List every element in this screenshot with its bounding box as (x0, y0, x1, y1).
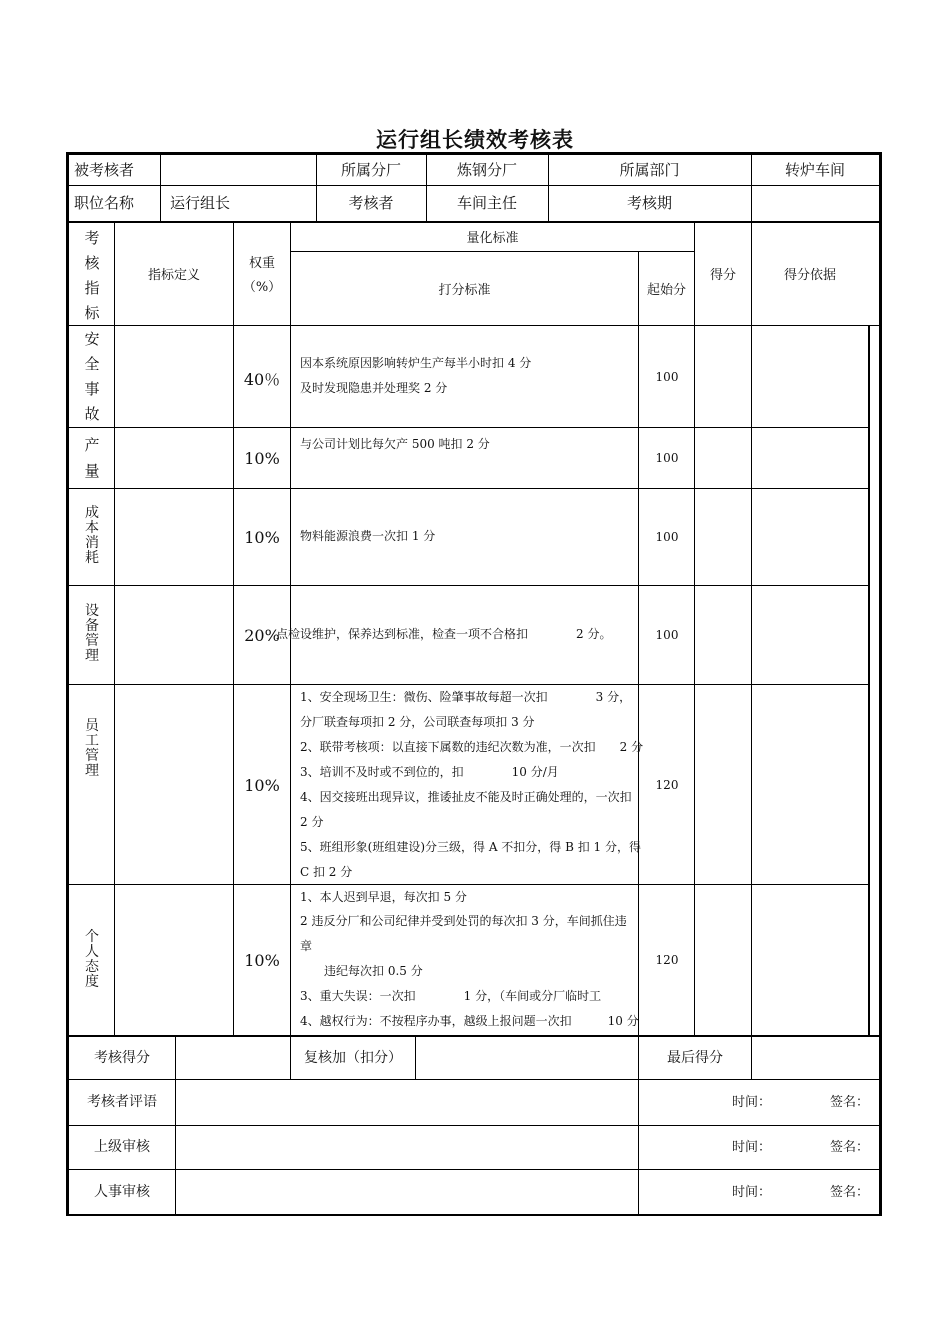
value-department[interactable]: 转炉车间 (784, 161, 845, 179)
label-position: 职位名称 (74, 194, 135, 212)
value-position[interactable]: 运行组长 (170, 194, 231, 212)
label-assessment-score: 考核得分 (94, 1050, 150, 1066)
weight-value: 10% (244, 951, 280, 970)
col-score: 得分 (709, 268, 736, 283)
col-definition: 指标定义 (147, 268, 200, 283)
weight-value: 10% (244, 776, 280, 795)
criteria-line: 3、重大失误：一次扣 1 分，（车间或分厂临时工 (300, 989, 602, 1003)
weight-value: 40％ (243, 370, 281, 389)
criteria-line: 4、因交接班出现异议，推诿扯皮不能及时正确处理的，一次扣 (300, 790, 632, 804)
signature-label: 签名： (830, 1185, 870, 1200)
criteria-line: 3、培训不及时或不到位的，扣 10 分/月 (300, 765, 559, 779)
signature-label: 签名： (830, 1095, 870, 1110)
time-label: 时间： (732, 1185, 772, 1200)
criteria-line: 1、安全现场卫生：微伤、险肇事故每超一次扣 3 分， (300, 690, 632, 704)
label-final-score: 最后得分 (667, 1050, 723, 1066)
criteria-line: 分厂联查每项扣 2 分，公司联查每项扣 3 分 (300, 715, 535, 729)
indicator-name: 成本消耗 (85, 505, 99, 566)
value-branch[interactable]: 炼钢分厂 (456, 161, 517, 179)
time-label: 时间： (732, 1140, 772, 1155)
criteria-line: 因本系统原因影响转炉生产每半小时扣 4 分 (300, 356, 532, 370)
indicator-name: 安全事故 (84, 330, 100, 423)
criteria-line: 1、本人迟到早退，每次扣 5 分 (300, 890, 467, 904)
col-criteria: 打分标准 (438, 283, 491, 298)
base-score: 100 (655, 628, 679, 642)
col-indicator: 考核指标 (84, 229, 100, 322)
criteria-line: 物料能源浪费一次扣 1 分 (300, 529, 436, 543)
signature-label: 签名： (830, 1140, 870, 1155)
criteria-line: 5、班组形象(班组建设)分三级，得 A 不扣分，得 B 扣 1 分，得 (300, 840, 642, 854)
col-weight-unit: （%） (242, 280, 282, 295)
weight-value: 20% (244, 626, 280, 645)
criteria-line: 2 分 (300, 815, 324, 829)
col-base-score: 起始分 (646, 283, 686, 298)
label-department: 所属部门 (619, 161, 680, 179)
sign-row-label: 考核者评语 (87, 1094, 157, 1110)
time-label: 时间： (732, 1095, 772, 1110)
criteria-line: C 扣 2 分 (300, 865, 353, 879)
label-period: 考核期 (626, 194, 672, 212)
value-appraiser[interactable]: 车间主任 (456, 194, 517, 212)
indicator-name: 产量 (84, 436, 100, 480)
indicator-name: 员工管理 (85, 718, 99, 779)
form-title: 运行组长绩效考核表 (376, 127, 574, 152)
base-score: 120 (655, 953, 679, 967)
base-score: 100 (655, 530, 679, 544)
sign-row-label: 上级审核 (94, 1139, 150, 1155)
col-basis: 得分依据 (783, 268, 836, 283)
base-score: 100 (655, 370, 679, 384)
weight-value: 10% (244, 528, 280, 547)
col-weight: 权重 (248, 256, 275, 271)
indicator-name: 个人态度 (85, 929, 99, 990)
weight-value: 10% (244, 449, 280, 468)
criteria-line: 4、越权行为：不按程序办事，越级上报问题一次扣 10 分 (300, 1014, 639, 1028)
criteria-line: 2 违反分厂和公司纪律并受到处罚的每次扣 3 分，车间抓住违 (300, 914, 627, 928)
base-score: 100 (655, 451, 679, 465)
label-review-adjustment: 复核加（扣分） (304, 1050, 402, 1066)
indicator-name: 设备管理 (85, 603, 99, 664)
criteria-line: 点检设维护，保养达到标准，检查一项不合格扣 2 分。 (276, 627, 612, 641)
col-quant-standard: 量化标准 (466, 231, 519, 246)
base-score: 120 (655, 778, 679, 792)
label-appraiser: 考核者 (348, 194, 394, 212)
label-appraisee: 被考核者 (74, 161, 135, 179)
criteria-line: 2、联带考核项：以直接下属数的违纪次数为准，一次扣 2 分 (300, 740, 644, 754)
criteria-line: 与公司计划比每欠产 500 吨扣 2 分 (300, 437, 490, 451)
sign-row-label: 人事审核 (94, 1184, 150, 1200)
label-branch: 所属分厂 (340, 161, 401, 179)
criteria-line: 及时发现隐患并处理奖 2 分 (300, 381, 448, 395)
criteria-line: 违纪每次扣 0.5 分 (300, 964, 423, 978)
criteria-line: 章 (300, 939, 313, 953)
